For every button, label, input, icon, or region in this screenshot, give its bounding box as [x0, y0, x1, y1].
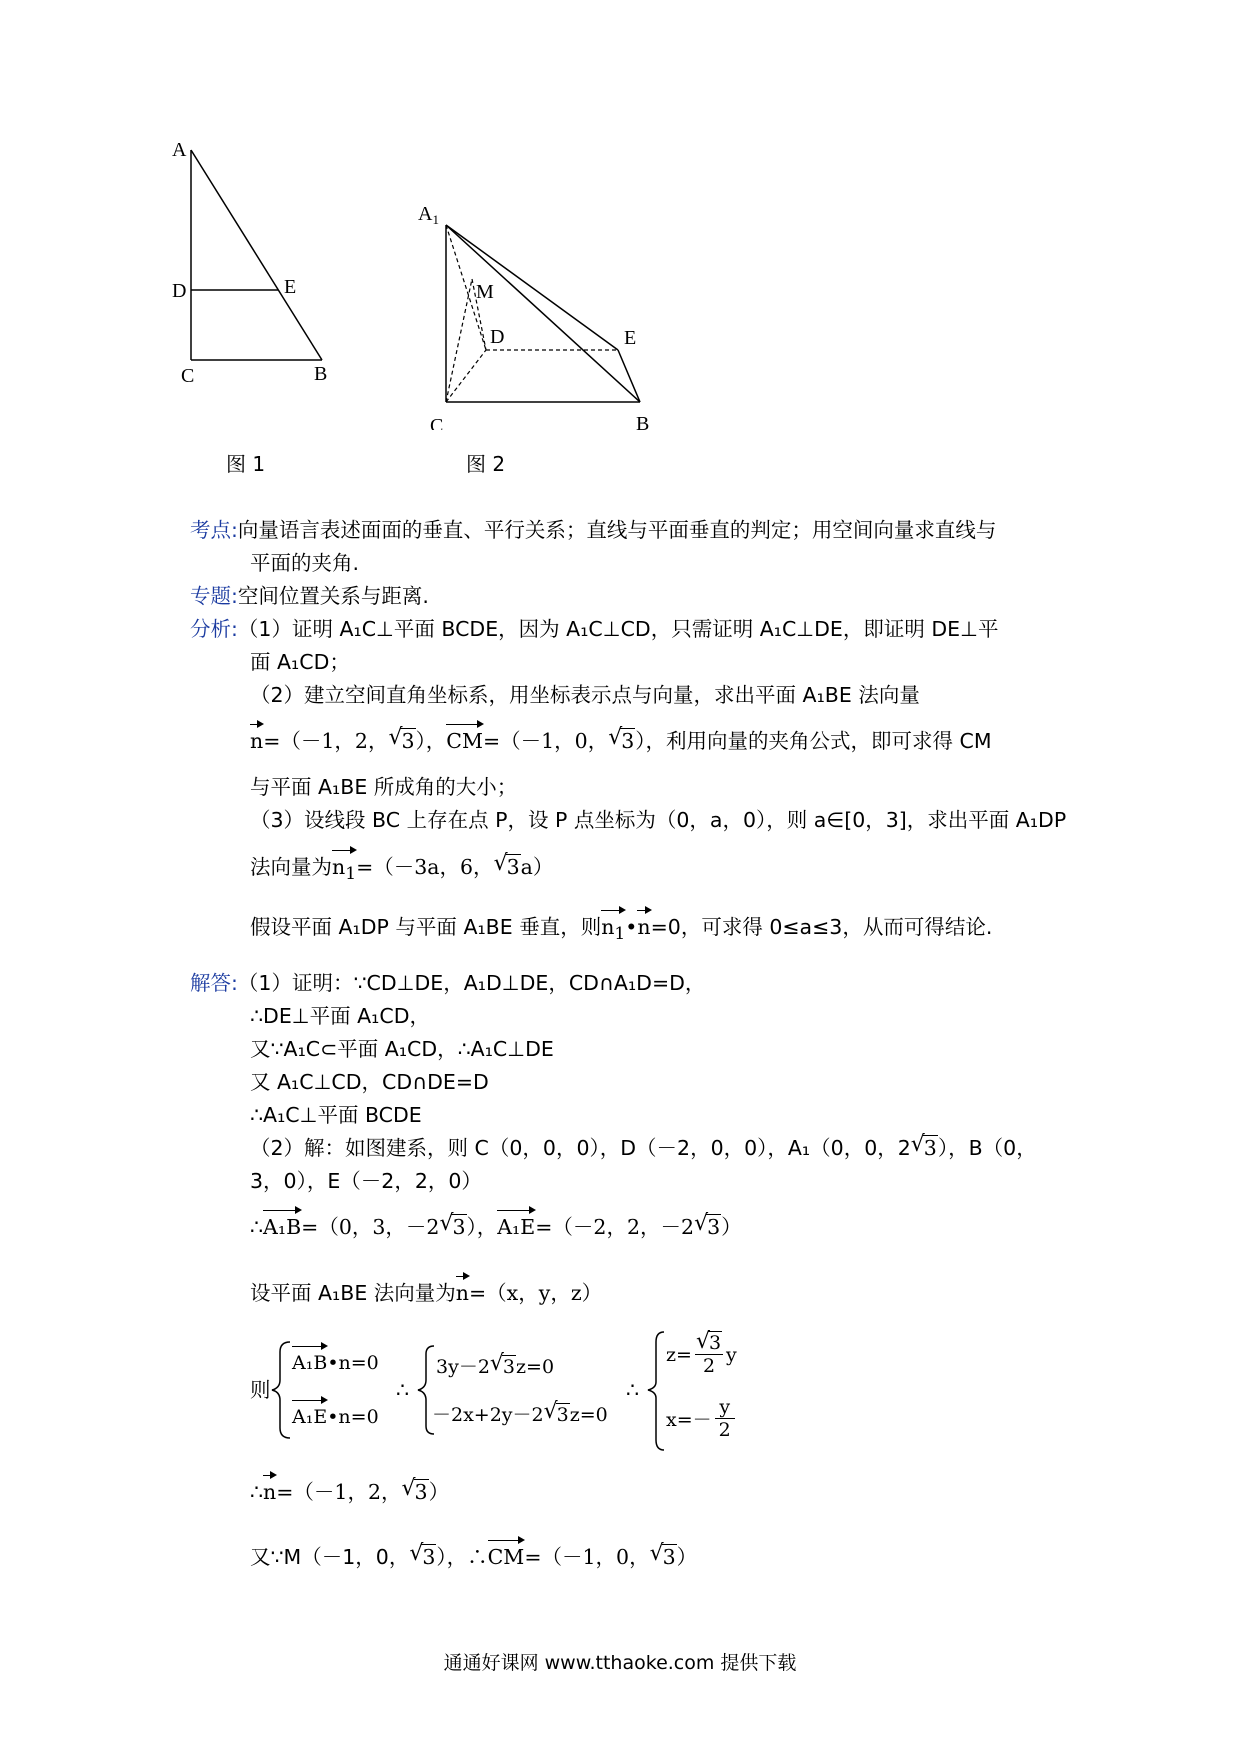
- fraction-y-over-2: [715, 1396, 735, 1441]
- vector-cm: CM: [446, 726, 483, 756]
- sqrt-3: [439, 1212, 466, 1242]
- sqrt-radicand: 3: [414, 1480, 428, 1504]
- therefore-symbol: ∴: [250, 1480, 264, 1504]
- fenxi-p2-line2: [250, 726, 992, 756]
- sqrt-radicand: 3: [556, 1404, 569, 1426]
- vector-a1e: A₁E: [292, 1402, 327, 1432]
- system3-row1-var: y: [726, 1343, 737, 1366]
- sqrt-radicand: 3: [621, 729, 635, 753]
- fenxi-p2-line1: （2）建立空间直角坐标系，用坐标表示点与向量，求出平面 A₁BE 法向量: [250, 683, 920, 707]
- sqrt-radicand: 3: [708, 1332, 722, 1354]
- sqrt-radicand: 3: [506, 855, 520, 879]
- fig2-label-c: C: [430, 415, 444, 430]
- fenxi-p3-line1: （3）设线段 BC 上存在点 P，设 P 点坐标为（0，a，0），则 a∈[0，3]，求出平面 A₁DP: [250, 808, 1067, 832]
- system1-row2-rest: •n=0: [327, 1406, 379, 1428]
- vector-n1-name: n: [601, 915, 615, 939]
- fraction-denominator: 2: [715, 1418, 735, 1441]
- sqrt-3: [694, 1212, 721, 1242]
- fenxi-n-value-a: =（－1，2，: [263, 729, 389, 753]
- fig1-label-a: A: [172, 139, 187, 161]
- figure-2-caption: 图 2: [466, 452, 506, 476]
- fig2-label-b: B: [636, 413, 650, 430]
- equation-systems: [250, 1330, 770, 1460]
- vector-n1: [601, 912, 625, 949]
- system1-row2: [292, 1402, 379, 1432]
- zhuanti-line: [190, 581, 429, 611]
- vector-a1b: A₁B: [292, 1348, 327, 1378]
- vector-n1: [332, 852, 356, 889]
- jieda-l11-a: 又∵M（－1，0，: [250, 1545, 410, 1569]
- sqrt-3: [544, 1400, 570, 1430]
- jieda-l11: [250, 1542, 697, 1572]
- sqrt-radicand: 3: [502, 1356, 516, 1378]
- jieda-l6-c: ），B（0，: [937, 1136, 1037, 1160]
- jieda-l11-c: ），∴: [436, 1545, 488, 1569]
- footer-source: 通通好课网 www.tthaoke.com 提供下载: [443, 1652, 797, 1674]
- vector-n: n: [456, 1278, 469, 1308]
- fenxi-label: 分析:: [190, 617, 238, 641]
- fig2-label-a1: [418, 203, 439, 227]
- system2-row1: [436, 1352, 554, 1382]
- jieda-l6-a: （2）解：如图建系，则 C（0，0，0），D（－2，0，0），A₁（0，0，2: [250, 1136, 911, 1160]
- system3-row2: [666, 1396, 738, 1441]
- fig1-label-e: E: [284, 276, 297, 298]
- vector-n: n: [263, 1477, 276, 1507]
- fenxi-n-value-c: ），: [415, 729, 447, 753]
- therefore-symbol: ∴: [396, 1378, 410, 1402]
- fenxi-p3-line3-b: =0，可求得 0≤a≤3，从而可得结论.: [650, 915, 993, 939]
- figure-2: [400, 180, 660, 430]
- fraction-numerator: y: [719, 1396, 731, 1418]
- dot-operator: •: [625, 915, 638, 939]
- therefore-symbol: ∴: [250, 1215, 264, 1239]
- system2-row2-c: z=0: [569, 1404, 608, 1426]
- sqrt-radicand: 3: [401, 729, 415, 753]
- jieda-l11-d: =（－1，0，: [524, 1545, 650, 1569]
- fenxi-line-1: [190, 614, 998, 644]
- vector-cm: CM: [488, 1542, 525, 1572]
- fenxi-p3-line3-a: 假设平面 A₁DP 与平面 A₁BE 垂直，则: [250, 915, 602, 939]
- jieda-l8-v1-a: =（0，3，－2: [301, 1215, 440, 1239]
- jieda-l10-c: ）: [428, 1480, 450, 1504]
- fraction-denominator: 2: [695, 1354, 723, 1377]
- system2-row1-a: 3y－2: [436, 1356, 490, 1378]
- system2-row2-a: －2x+2y－2: [432, 1404, 544, 1426]
- figure-1-diagram: [160, 130, 360, 430]
- sqrt-3: [402, 1477, 429, 1507]
- jieda-l9-pre: 设平面 A₁BE 法向量为: [250, 1281, 456, 1305]
- sqrt-radicand: 3: [707, 1215, 721, 1239]
- kaodian-label: 考点:: [190, 518, 238, 542]
- sqrt-3: [490, 1352, 516, 1382]
- fenxi-p2-line3: 与平面 A₁BE 所成角的大小；: [250, 775, 518, 799]
- sqrt-radicand: 3: [422, 1545, 436, 1569]
- sqrt-3: [494, 852, 521, 882]
- sqrt-radicand: 3: [452, 1215, 466, 1239]
- fig2-label-a1-main: A: [418, 203, 433, 225]
- fig2-label-e: E: [624, 327, 637, 349]
- jieda-l6: [250, 1133, 1037, 1163]
- sqrt-3: [409, 1542, 436, 1572]
- jieda-l3: 又∵A₁C⊂平面 A₁CD，∴A₁C⊥DE: [250, 1037, 554, 1061]
- fig2-label-d: D: [490, 326, 505, 348]
- jieda-l8-v1-c: ），: [466, 1215, 498, 1239]
- sqrt-3: [650, 1542, 677, 1572]
- kaodian-text-1: 向量语言表述面面的垂直、平行关系；直线与平面垂直的判定；用空间向量求直线与: [237, 518, 997, 542]
- zhuanti-label: 专题:: [190, 584, 238, 608]
- fenxi-cm-value-c: ），利用向量的夹角公式，即可求得 CM: [635, 729, 992, 753]
- fig1-label-b: B: [314, 363, 328, 385]
- jieda-l4: 又 A₁C⊥CD，CD∩DE=D: [250, 1070, 489, 1094]
- fenxi-n1-value-c: a）: [520, 855, 554, 879]
- vector-n1-name: n: [332, 855, 346, 879]
- system1-row1: [292, 1348, 379, 1378]
- sqrt-3: [911, 1133, 938, 1163]
- system3-row1-lhs: z=: [666, 1343, 692, 1366]
- jieda-l9: [250, 1278, 602, 1308]
- vector-n1-sub: 1: [614, 924, 626, 945]
- fig1-label-d: D: [172, 280, 187, 302]
- sqrt-3: [608, 726, 635, 756]
- jieda-l10-a: =（－1，2，: [276, 1480, 402, 1504]
- vector-a1e: A₁E: [497, 1212, 535, 1242]
- system3-row2-lhs: x=－: [666, 1409, 712, 1431]
- sqrt-radicand: 3: [662, 1545, 676, 1569]
- jieda-l8: [250, 1212, 742, 1242]
- sqrt-3: [388, 726, 415, 756]
- system2-row2: [432, 1400, 608, 1430]
- vector-n: n: [250, 726, 263, 756]
- fenxi-p1-line2: 面 A₁CD；: [250, 650, 350, 674]
- vector-a1b: A₁B: [263, 1212, 301, 1242]
- jieda-l11-f: ）: [676, 1545, 698, 1569]
- fig2-label-m: M: [476, 281, 494, 303]
- jieda-l8-v2-c: ）: [721, 1215, 742, 1239]
- fig1-label-c: C: [181, 365, 195, 387]
- therefore-symbol: ∴: [626, 1378, 640, 1402]
- jieda-l1: （1）证明：∵CD⊥DE，A₁D⊥DE，CD∩A₁D=D，: [237, 971, 706, 995]
- fraction-sqrt3-over-2: [695, 1332, 723, 1377]
- fenxi-p1-line1: （1）证明 A₁C⊥平面 BCDE，因为 A₁C⊥CD，只需证明 A₁C⊥DE，即证明 DE⊥平: [237, 617, 999, 641]
- fenxi-p3-pre: 法向量为: [250, 855, 332, 879]
- fenxi-n1-value-a: =（－3a，6，: [356, 855, 494, 879]
- jieda-l10: [250, 1477, 449, 1507]
- system3-row1: [666, 1332, 737, 1377]
- vector-n1-sub: 1: [345, 864, 357, 885]
- kaodian-line-1: [190, 515, 996, 545]
- kaodian-line-2: 平面的夹角.: [250, 551, 360, 575]
- vector-n: n: [637, 912, 650, 942]
- jieda-l9-val: =（x，y，z）: [469, 1281, 603, 1305]
- fig2-label-a1-sub: 1: [432, 212, 439, 227]
- system-ze: 则: [250, 1378, 271, 1402]
- fenxi-p3-line2: [250, 852, 553, 889]
- system2-row1-c: z=0: [516, 1356, 555, 1378]
- sqrt-3: [696, 1332, 722, 1354]
- jieda-l8-v2-a: =（－2，2，－2: [535, 1215, 695, 1239]
- system1-row1-rest: •n=0: [327, 1352, 379, 1374]
- jieda-label: 解答:: [190, 971, 238, 995]
- jieda-l5: ∴A₁C⊥平面 BCDE: [250, 1103, 422, 1127]
- zhuanti-text: 空间位置关系与距离.: [237, 584, 429, 608]
- sqrt-radicand: 3: [923, 1136, 937, 1160]
- jieda-line-1: [190, 968, 705, 998]
- fenxi-p3-line3: [250, 912, 992, 949]
- fenxi-cm-value-a: =（－1，0，: [482, 729, 609, 753]
- jieda-l7: 3，0），E（－2，2，0）: [250, 1169, 482, 1193]
- jieda-l2: ∴DE⊥平面 A₁CD，: [250, 1004, 430, 1028]
- figure-1-caption: 图 1: [226, 452, 266, 476]
- figure-1: [160, 130, 360, 430]
- figure-2-diagram: [400, 180, 660, 430]
